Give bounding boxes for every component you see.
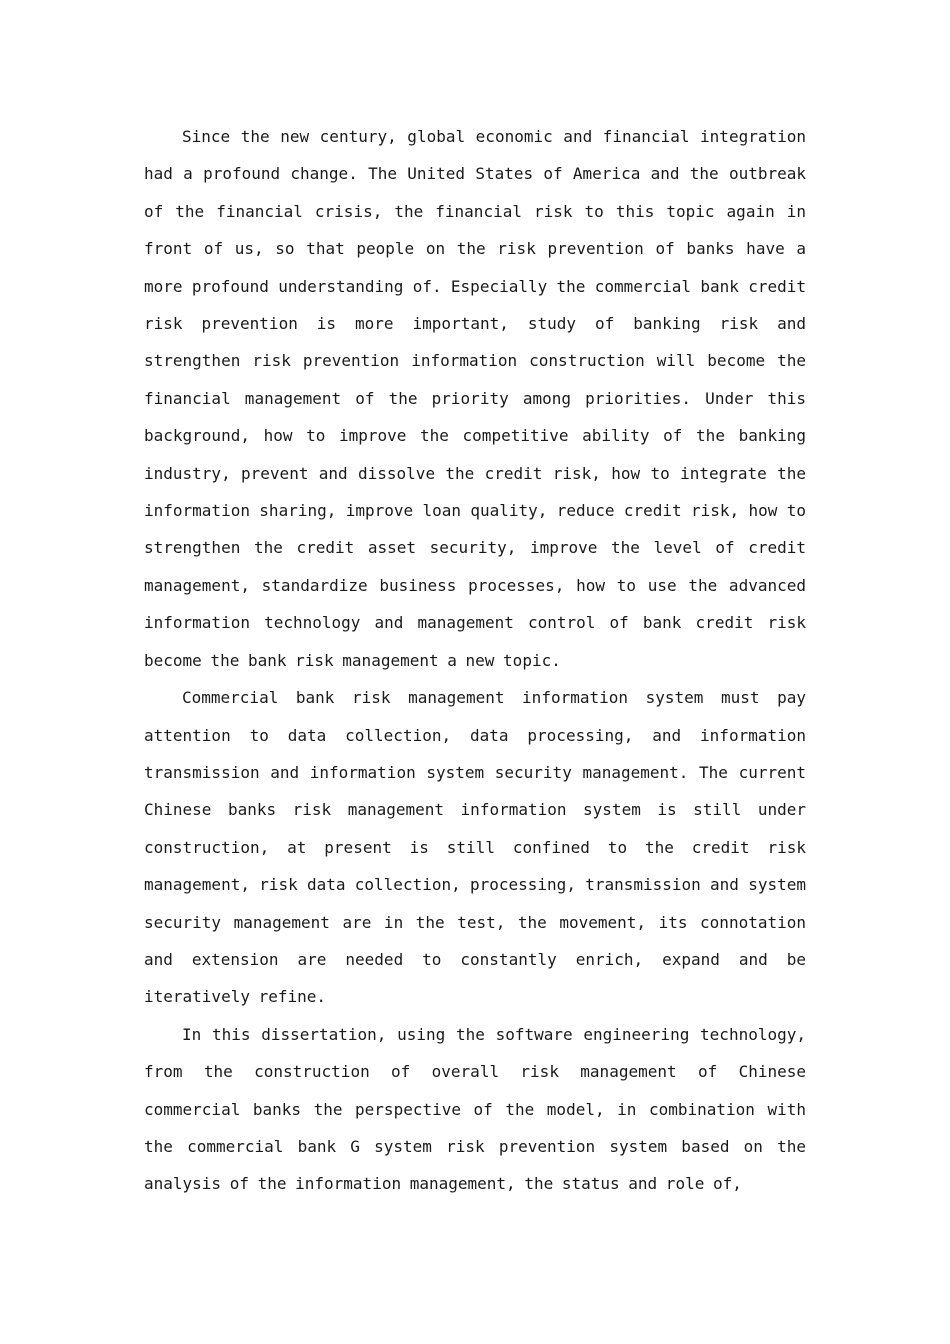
document-body	[144, 118, 806, 1203]
paragraph-3: In this dissertation, using the software engineering technology, from the construction of overall risk management of Chinese commercial banks the perspective of the model, in combination with the commercial bank G system risk prevention system based on the analysis of the information management, the status and role of,	[144, 1024, 806, 1194]
paragraph-1: Since the new century, global economic and financial integration had a profound change. The United States of America and the outbreak of the financial crisis, the financial risk to this topic again in front of us, so that people on the risk prevention of banks have a more profound understanding of. Especially the commercial bank credit risk prevention is more important, study of banking risk and strengthen risk prevention information construction will become the financial management of the priority among priorities. Under this background, how to improve the competitive ability of the banking industry, prevent and dissolve the credit risk, how to integrate the information sharing, improve loan quality, reduce credit risk, how to strengthen the credit asset security, improve the level of credit management, standardize business processes, how to use the advanced information technology and management control of bank credit risk become the bank risk management a new topic.	[144, 127, 806, 670]
paragraph-2: Commercial bank risk management information system must pay attention to data collection, data processing, and information transmission and information system security management. The current Chinese banks risk management information system is still under construction, at present is still confined to the credit risk management, risk data collection, processing, transmission and system security management are in the test, the movement, its connotation and extension are needed to constantly enrich, expand and be iteratively refine.	[144, 688, 806, 1007]
